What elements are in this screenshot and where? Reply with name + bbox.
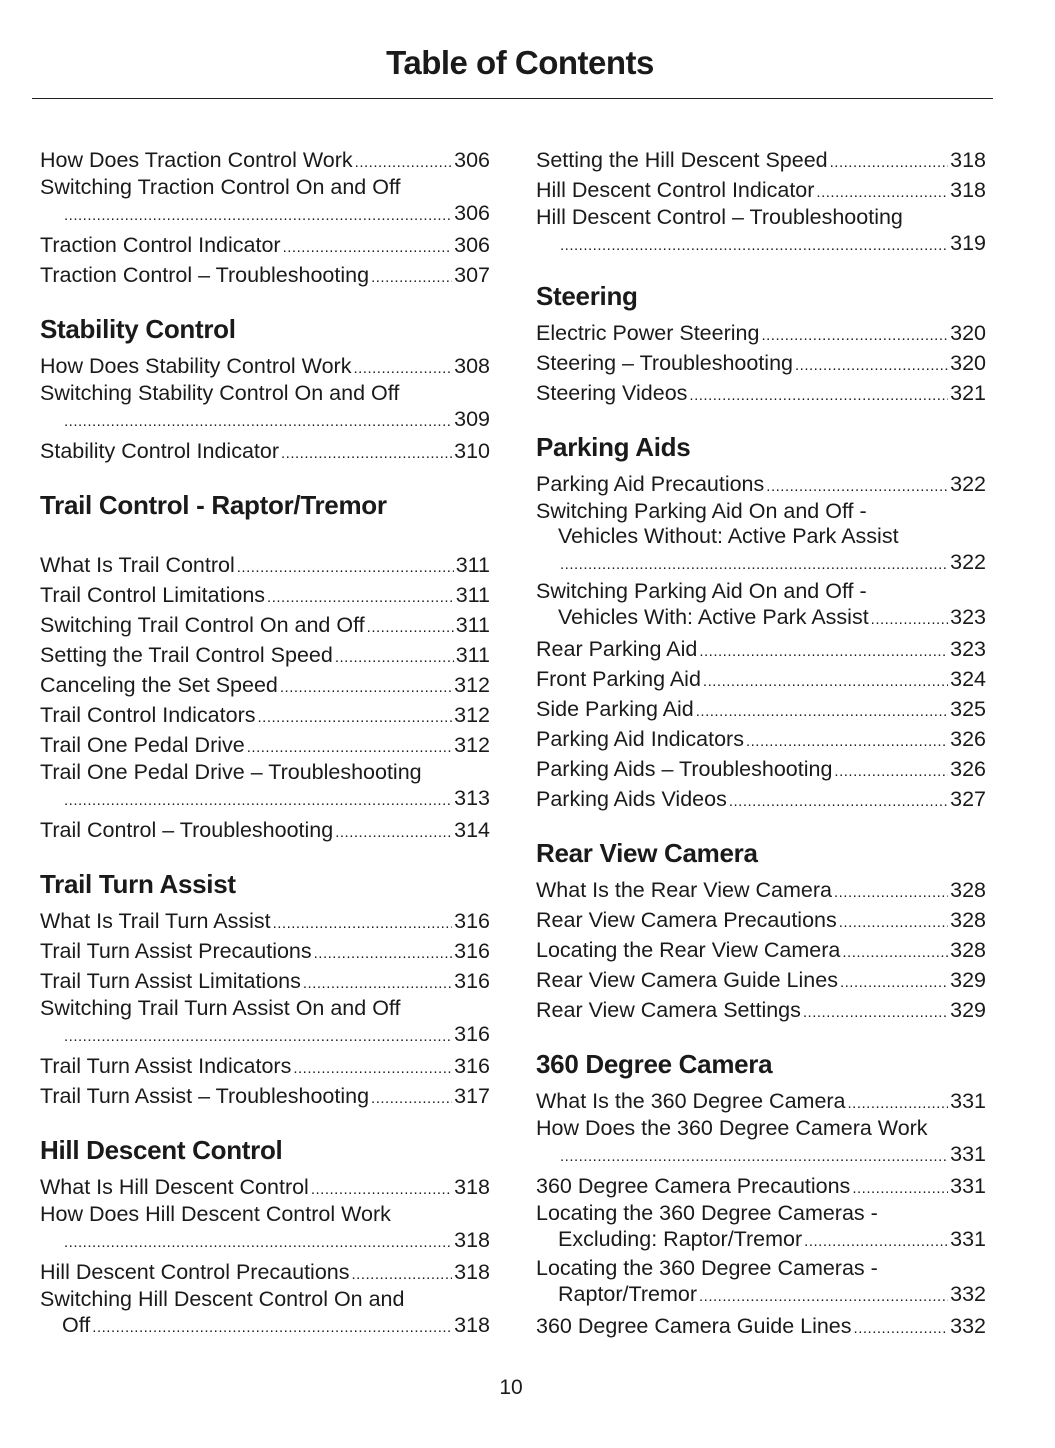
section-heading: Trail Control - Raptor/Tremor [40,490,387,520]
toc-entry-title: Trail Turn Assist Precautions [40,939,312,963]
toc-entry[interactable] [536,175,986,205]
toc-entry[interactable] [40,436,490,466]
toc-entry[interactable] [536,1201,986,1253]
dot-leader [64,208,452,223]
toc-entry-title: Setting the Hill Descent Speed [536,148,828,172]
toc-entry-line [40,670,490,700]
dot-leader [761,328,948,343]
dot-leader [689,388,948,403]
toc-entry[interactable] [40,1257,490,1287]
toc-page-number: 320 [950,351,986,375]
toc-page-number: 319 [950,231,986,255]
toc-entry[interactable] [536,348,986,378]
toc-entry-line [536,1171,986,1201]
dot-leader [353,361,452,376]
toc-entry-line [536,469,986,499]
dot-leader [834,885,948,900]
toc-page-number: 320 [950,321,986,345]
toc-entry-line [536,754,986,784]
dot-leader [283,240,453,255]
toc-entry-title: Raptor/Tremor [558,1282,697,1306]
toc-page-number: 323 [950,637,986,661]
dot-leader [335,650,454,665]
toc-entry-title: Trail One Pedal Drive – Troubleshooting [40,760,422,784]
toc-entry-title: Side Parking Aid [536,697,694,721]
dot-leader [560,1149,948,1164]
dot-leader [371,270,452,285]
toc-page-number: 318 [454,1260,490,1284]
toc-entry[interactable] [536,1256,986,1308]
toc-page-number: 311 [455,553,490,577]
toc-entry[interactable] [536,724,986,754]
dot-leader [280,680,452,695]
toc-entry-line [536,318,986,348]
toc-page-number: 318 [454,1313,490,1337]
toc-entry-line [40,200,490,227]
dot-leader [371,1091,452,1106]
toc-entry-line [40,1051,490,1081]
toc-entry-title: Vehicles With: Active Park Assist [558,605,869,629]
dot-leader [699,644,948,659]
toc-entry-title: Rear View Camera Settings [536,998,801,1022]
toc-entry-line [536,1281,986,1308]
toc-entry-title: Excluding: Raptor/Tremor [558,1227,803,1251]
toc-entry-line [536,145,986,175]
toc-entry-line [536,724,986,754]
toc-entry[interactable] [40,351,490,381]
toc-section-continued [536,145,986,257]
dot-leader [355,155,452,170]
toc-entry-line [536,1086,986,1116]
toc-entry[interactable] [40,381,490,433]
title-divider [32,98,993,99]
toc-section-stability-control [40,314,490,466]
toc-entry[interactable] [40,230,490,260]
dot-leader [834,764,948,779]
dot-leader [273,916,453,931]
toc-entry[interactable] [536,905,986,935]
toc-page-number: 321 [950,381,986,405]
toc-page-number: 323 [950,605,986,629]
toc-entry-title: Locating the 360 Degree Cameras - [536,1201,878,1225]
toc-page-number: 306 [454,233,490,257]
toc-page-number: 318 [454,1228,490,1252]
toc-entry-title: Trail One Pedal Drive [40,733,245,757]
toc-page-number: 328 [950,908,986,932]
toc-page-number: 332 [950,1282,986,1306]
dot-leader [367,620,454,635]
toc-entry-line [536,784,986,814]
dot-leader [92,1320,452,1335]
dot-leader [703,674,948,689]
dot-leader [699,1289,948,1304]
toc-entry-line [40,351,490,381]
toc-entry[interactable] [40,700,490,730]
toc-entry-line [40,1172,490,1202]
toc-entry[interactable] [40,1051,490,1081]
dot-leader [854,1321,949,1336]
toc-entry[interactable] [536,1311,986,1341]
dot-leader [303,976,452,991]
section-heading: Stability Control [40,314,236,344]
toc-entry-line [40,785,490,812]
toc-entry-line [536,995,986,1025]
dot-leader [729,794,948,809]
toc-entry[interactable] [40,730,490,760]
toc-entry-title: What Is the Rear View Camera [536,878,832,902]
dot-leader [871,612,948,627]
toc-entry-line [40,906,490,936]
toc-entry-title: How Does Stability Control Work [40,354,352,378]
dot-leader [64,793,452,808]
toc-entry[interactable] [40,996,490,1048]
toc-entry[interactable] [40,936,490,966]
dot-leader [335,825,452,840]
toc-entry-title: Hill Descent Control – Troubleshooting [536,205,903,229]
toc-entry-line [40,260,490,290]
toc-entry-title: Rear View Camera Guide Lines [536,968,838,992]
toc-entry[interactable] [536,1116,986,1168]
toc-page-number: 326 [950,757,986,781]
toc-entry[interactable] [536,1086,986,1116]
toc-entry-line [40,1021,490,1048]
toc-entry-line [40,1312,490,1339]
dot-leader [64,1029,452,1044]
dot-leader [766,479,948,494]
toc-page-number: 306 [454,148,490,172]
toc-entry[interactable] [40,1081,490,1111]
toc-entry[interactable] [536,499,986,576]
toc-entry[interactable] [40,610,490,640]
dot-leader [560,557,948,572]
toc-page-number: 314 [454,818,490,842]
toc-entry-title: Parking Aid Indicators [536,727,744,751]
toc-entry[interactable] [40,175,490,227]
toc-section-trail-control-raptor-tremor [40,490,490,845]
toc-page-number: 327 [950,787,986,811]
section-heading: 360 Degree Camera [536,1049,773,1079]
toc-entry-line [40,610,490,640]
toc-entry-line [40,580,490,610]
toc-entry-line [536,348,986,378]
toc-left-column [40,145,490,1342]
toc-entry[interactable] [536,205,986,257]
toc-entry[interactable] [536,875,986,905]
toc-entry-line [40,700,490,730]
toc-page-number: 309 [454,407,490,431]
toc-entry[interactable] [40,640,490,670]
toc-entry-line [536,664,986,694]
toc-entry-title: Parking Aid Precautions [536,472,765,496]
toc-entry-line [536,935,986,965]
toc-entry-title: Front Parking Aid [536,667,701,691]
dot-leader [840,975,948,990]
dot-leader [352,1267,453,1282]
toc-entry-title: Stability Control Indicator [40,439,279,463]
toc-entry-title: 360 Degree Camera Precautions [536,1174,851,1198]
dot-leader [842,945,948,960]
toc-section-continued [40,145,490,290]
toc-entry[interactable] [536,318,986,348]
toc-page-number: 311 [455,583,490,607]
toc-entry-title: Switching Parking Aid On and Off - [536,499,867,523]
toc-entry-line [40,436,490,466]
toc-entry-title: Parking Aids – Troubleshooting [536,757,833,781]
toc-entry-title: Electric Power Steering [536,321,760,345]
toc-entry-title: Switching Trail Control On and Off [40,613,365,637]
toc-entry-line [536,1226,986,1253]
toc-entry-title: Hill Descent Control Indicator [536,178,815,202]
dot-leader [314,946,452,961]
toc-page-number: 312 [454,733,490,757]
toc-entry[interactable] [536,579,986,631]
toc-entry-line [536,378,986,408]
toc-entry-line [536,1311,986,1341]
toc-page-number: 318 [454,1175,490,1199]
toc-entry-title: Trail Turn Assist – Troubleshooting [40,1084,370,1108]
toc-entry-title: What Is the 360 Degree Camera [536,1089,846,1113]
toc-section-steering [536,281,986,408]
toc-page-number: 318 [950,178,986,202]
dot-leader [830,155,949,170]
dot-leader [696,704,948,719]
dot-leader [746,734,948,749]
toc-entry-line [536,549,986,576]
toc-page-number: 326 [950,727,986,751]
toc-entry[interactable] [40,906,490,936]
toc-entry-title: How Does Traction Control Work [40,148,353,172]
page-number: 10 [499,1376,523,1399]
dot-leader [247,740,452,755]
toc-entry-line [40,230,490,260]
toc-entry-title: Trail Control Indicators [40,703,256,727]
toc-right-column [536,145,986,1341]
toc-entry[interactable] [536,784,986,814]
toc-entry[interactable] [536,694,986,724]
toc-page-number: 306 [454,201,490,225]
toc-entry[interactable] [40,1287,490,1339]
toc-page-number: 317 [454,1084,490,1108]
dot-leader [560,238,948,253]
toc-entry-title: Switching Stability Control On and Off [40,381,400,405]
toc-entry-title: Switching Parking Aid On and Off - [536,579,867,603]
toc-entry-title: Steering Videos [536,381,688,405]
toc-entry-line [40,550,490,580]
toc-entry-title: Switching Hill Descent Control On and [40,1287,405,1311]
toc-entry-title: Rear View Camera Precautions [536,908,837,932]
toc-entry-line [40,1081,490,1111]
section-heading: Trail Turn Assist [40,869,236,899]
toc-page-number: 325 [950,697,986,721]
page-title: Table of Contents [386,44,654,81]
toc-entry-title: Steering – Troubleshooting [536,351,793,375]
dot-leader [293,1061,452,1076]
toc-entry-title: 360 Degree Camera Guide Lines [536,1314,852,1338]
toc-entry[interactable] [536,995,986,1025]
dot-leader [311,1182,452,1197]
toc-section-trail-turn-assist [40,869,490,1111]
toc-page-number: 322 [950,472,986,496]
section-heading: Hill Descent Control [40,1135,283,1165]
toc-entry[interactable] [536,664,986,694]
toc-entry-line [536,694,986,724]
toc-page-number: 324 [950,667,986,691]
toc-entry-line [40,966,490,996]
toc-page-number: 307 [454,263,490,287]
toc-entry-line [40,936,490,966]
toc-page-number: 328 [950,878,986,902]
toc-page-number: 332 [950,1314,986,1338]
section-heading: Rear View Camera [536,838,758,868]
toc-entry-title: Trail Control – Troubleshooting [40,818,334,842]
section-heading: Steering [536,281,638,311]
toc-page-number: 316 [454,969,490,993]
toc-page-number: 329 [950,998,986,1022]
toc-page-number: 329 [950,968,986,992]
toc-page-number: 311 [455,643,490,667]
toc-entry[interactable] [536,935,986,965]
toc-entry-line [536,965,986,995]
toc-entry-line [40,406,490,433]
toc-page-number: 312 [454,703,490,727]
toc-section-360-degree-camera [536,1049,986,1341]
toc-entry-title: Switching Trail Turn Assist On and Off [40,996,401,1020]
toc-entry[interactable] [40,966,490,996]
toc-entry-title: What Is Trail Turn Assist [40,909,271,933]
toc-entry-line [536,604,986,631]
toc-entry-title: Trail Turn Assist Limitations [40,969,301,993]
toc-entry-line [40,640,490,670]
dot-leader [64,1235,452,1250]
toc-page-number: 316 [454,1054,490,1078]
toc-entry[interactable] [40,580,490,610]
toc-entry-title: Switching Traction Control On and Off [40,175,401,199]
dot-leader [852,1181,948,1196]
toc-page-number: 312 [454,673,490,697]
dot-leader [839,915,948,930]
toc-entry[interactable] [536,754,986,784]
toc-entry-line [536,905,986,935]
toc-entry-title: What Is Trail Control [40,553,235,577]
toc-section-rear-view-camera [536,838,986,1025]
toc-entry-title: Traction Control – Troubleshooting [40,263,370,287]
toc-page-number: 308 [454,354,490,378]
section-heading: Parking Aids [536,432,691,462]
dot-leader [816,185,948,200]
toc-entry[interactable] [536,634,986,664]
toc-page-number: 318 [950,148,986,172]
dot-leader [804,1234,948,1249]
toc-page-number: 322 [950,550,986,574]
toc-entry[interactable] [40,550,490,580]
toc-entry-line [40,1227,490,1254]
toc-entry[interactable] [536,469,986,499]
toc-page-number: 310 [454,439,490,463]
toc-page-number: 331 [950,1174,986,1198]
toc-page-number: 316 [454,1022,490,1046]
toc-entry-title: Locating the Rear View Camera [536,938,841,962]
toc-entry[interactable] [536,1171,986,1201]
toc-entry-title-continued: Vehicles Without: Active Park Assist [558,524,899,548]
toc-entry[interactable] [536,965,986,995]
dot-leader [848,1096,949,1111]
toc-entry-title: Trail Turn Assist Indicators [40,1054,292,1078]
toc-entry-title: Rear Parking Aid [536,637,698,661]
dot-leader [257,710,452,725]
toc-entry-title: Canceling the Set Speed [40,673,278,697]
dot-leader [795,358,948,373]
toc-entry-title: Trail Control Limitations [40,583,266,607]
toc-entry-title: Off [62,1313,91,1337]
dot-leader [803,1005,948,1020]
toc-entry-line [536,634,986,664]
toc-entry[interactable] [40,260,490,290]
toc-entry[interactable] [536,145,986,175]
toc-page-number: 331 [950,1142,986,1166]
toc-page-number: 316 [454,909,490,933]
dot-leader [267,590,454,605]
toc-entry-line [536,1141,986,1168]
toc-section-parking-aids [536,432,986,814]
toc-entry-line [40,145,490,175]
toc-entry[interactable] [40,670,490,700]
dot-leader [64,414,452,429]
toc-page-number: 313 [454,786,490,810]
toc-entry-line [536,230,986,257]
toc-entry-title: Hill Descent Control Precautions [40,1260,350,1284]
toc-entry-line [40,1257,490,1287]
toc-page-number: 331 [950,1227,986,1251]
toc-entry-title: Locating the 360 Degree Cameras - [536,1256,878,1280]
toc-entry-title: Parking Aids Videos [536,787,727,811]
toc-entry[interactable] [536,378,986,408]
toc-page-number: 328 [950,938,986,962]
toc-entry-title: Setting the Trail Control Speed [40,643,333,667]
toc-page-number: 331 [950,1089,986,1113]
dot-leader [237,560,454,575]
toc-entry[interactable] [40,1202,490,1254]
toc-entry[interactable] [40,145,490,175]
toc-entry[interactable] [40,1172,490,1202]
toc-section-hill-descent-control [40,1135,490,1339]
toc-entry-title: What Is Hill Descent Control [40,1175,309,1199]
toc-entry-line [536,875,986,905]
toc-page-number: 316 [454,939,490,963]
dot-leader [281,446,452,461]
toc-page-number: 311 [455,613,490,637]
toc-entry-line [40,730,490,760]
toc-entry-title: Traction Control Indicator [40,233,281,257]
toc-entry[interactable] [40,760,490,812]
toc-entry-line [40,815,490,845]
toc-entry-title: How Does Hill Descent Control Work [40,1202,391,1226]
toc-entry[interactable] [40,815,490,845]
toc-entry-title: How Does the 360 Degree Camera Work [536,1116,928,1140]
toc-entry-line [536,175,986,205]
